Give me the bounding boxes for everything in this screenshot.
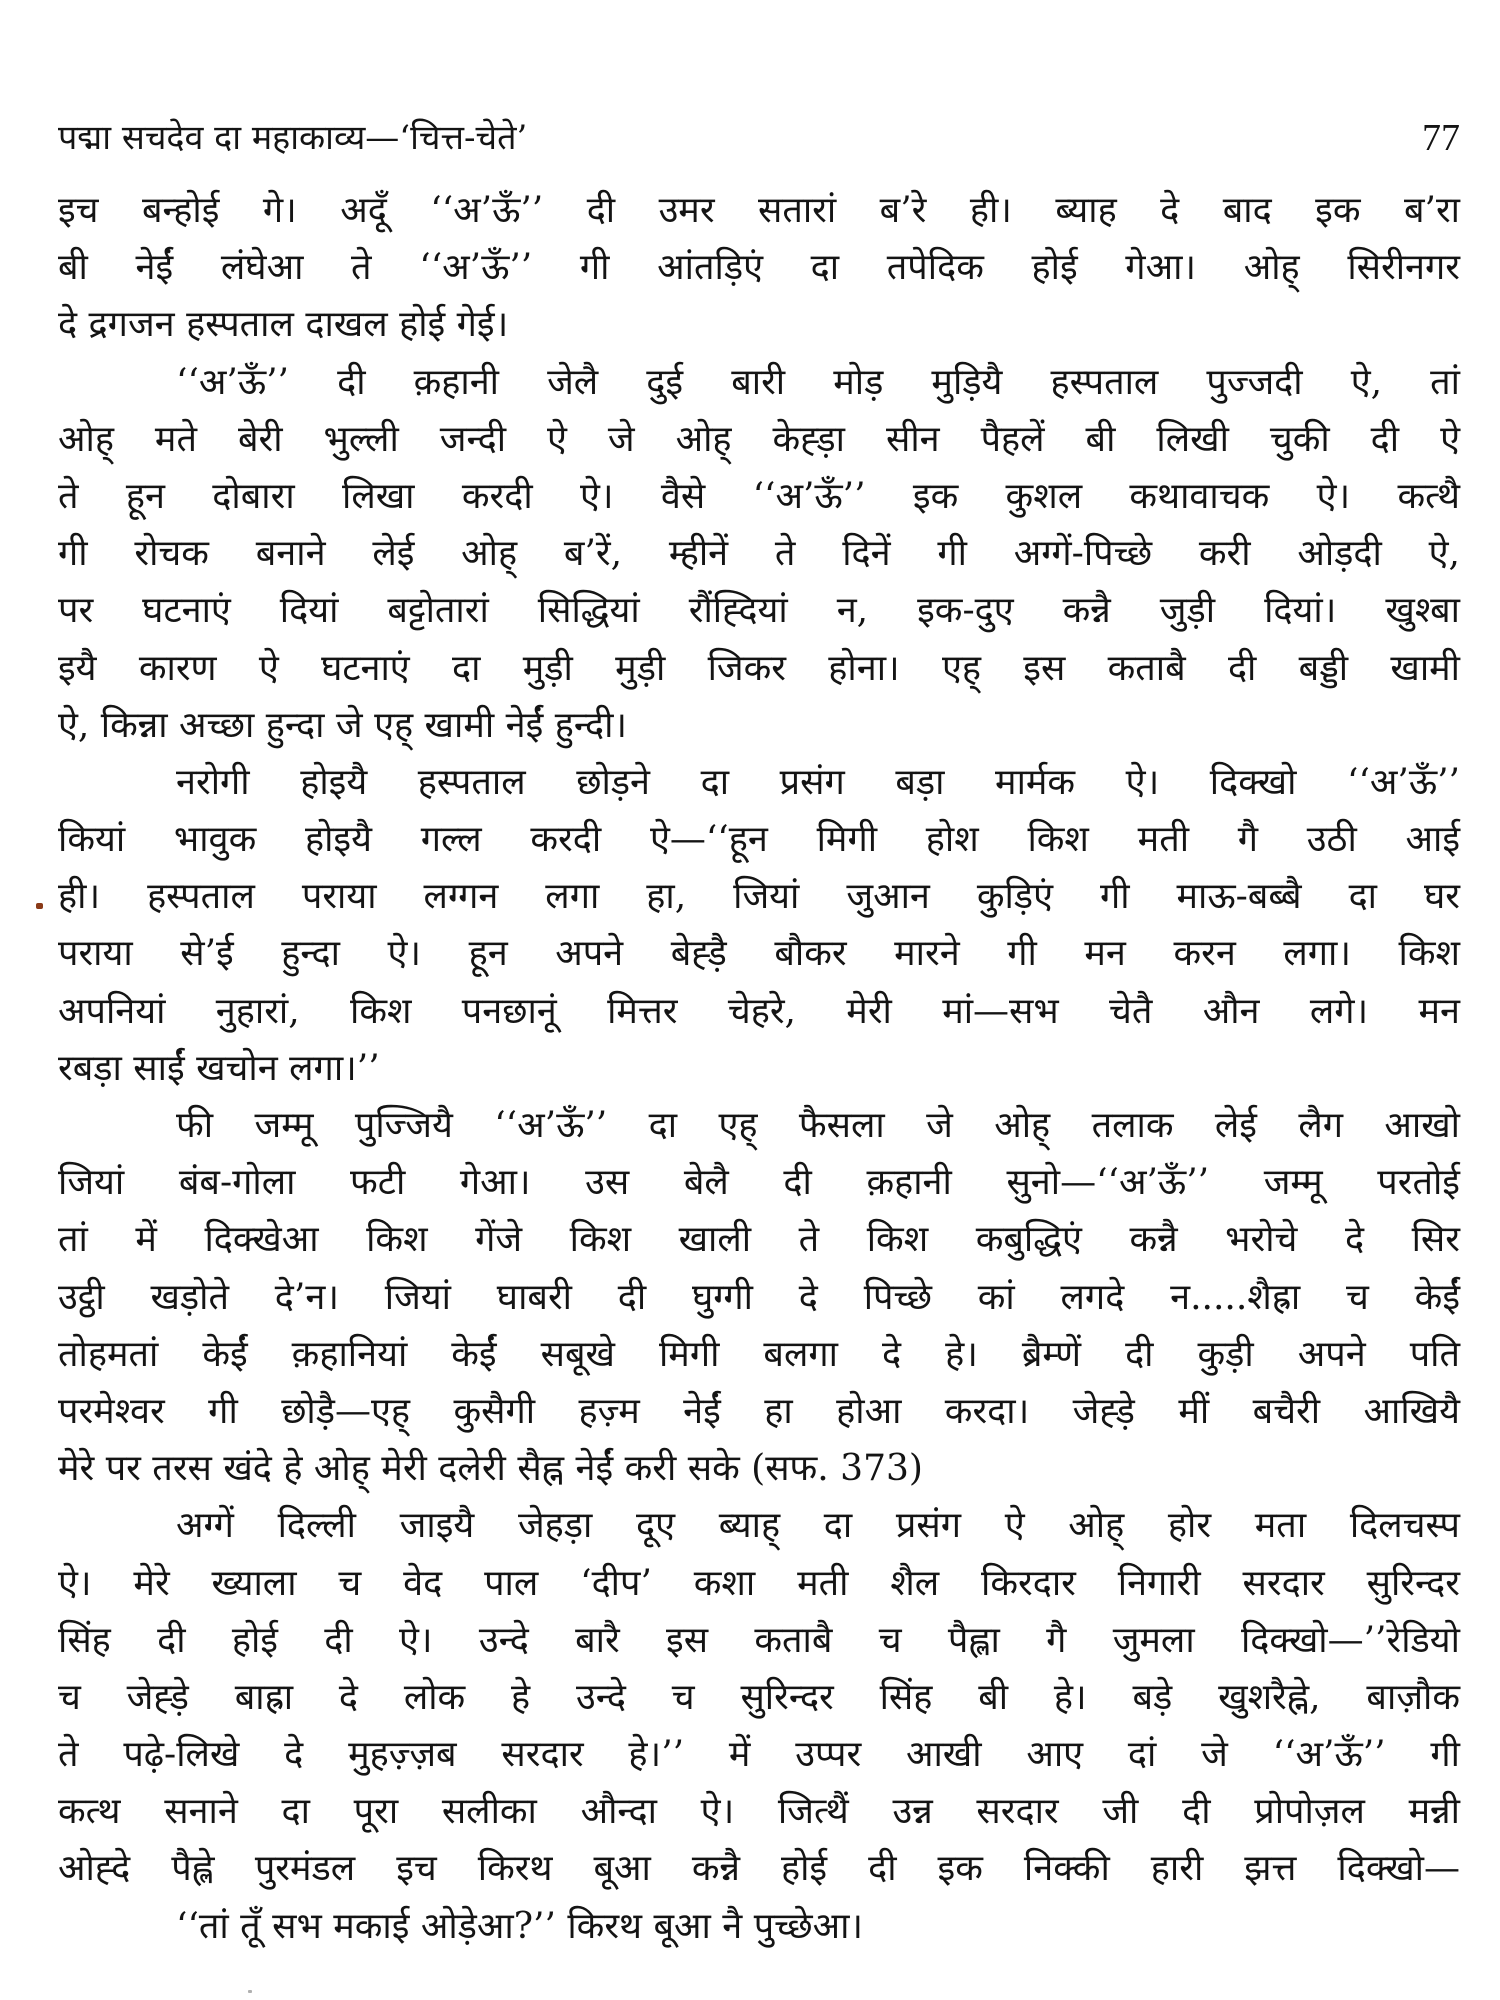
text-line: ‘‘तां तूँ सभ मकाई ओड़ेआ?’’ किरथ बूआ नै पुच्छेआ। xyxy=(176,1905,864,1947)
text-line: पराया से’ई हुन्दा ऐ। हून अपने बेह्ड़ै बौकर मारने गी मन करन लगा। किश xyxy=(58,933,1460,975)
text-line: अपनियां नुहारां, किश पनछानूं मित्तर चेहरे, मेरी मां—सभ चेतै औन लगे। मन xyxy=(58,990,1460,1032)
text-line: ही। हस्पताल पराया लग्गन लगा हा, जियां जुआन कुड़िएं गी माऊ-बब्बै दा घर xyxy=(58,876,1460,918)
text-line: दे द्रगजन हस्पताल दाखल होई गेई। xyxy=(58,304,509,346)
text-line: उट्ठी खड़ोते दे’न। जियां घाबरी दी घुग्गी दे पिच्छे कां लगदे न.....शैह्रा च केईं xyxy=(58,1276,1460,1318)
text-line: तां में दिक्खेआ किश गेंजे किश खाली ते किश कबुद्धिएं कन्नै भरोचे दे सिर xyxy=(58,1219,1460,1261)
text-line: ऐ। मेरे ख्याला च वेद पाल ‘दीप’ कशा मती शैल किरदार निगारी सरदार सुरिन्दर xyxy=(58,1562,1460,1604)
text-line: रबड़ा साईं खचोन लगा।’’ xyxy=(58,1047,380,1089)
text-line: ऐ, किन्ना अच्छा हुन्दा जे एह् खामी नेईं हुन्दी। xyxy=(58,704,628,746)
scan-speck xyxy=(248,1990,252,1993)
text-line: ओह्दे पैह्ले पुरमंडल इच किरथ बूआ कन्नै होई दी इक निक्की हारी झत्त दिक्खो— xyxy=(58,1848,1460,1890)
page-header xyxy=(58,108,1460,168)
text-line: मेरे पर तरस खंदे हे ओह् मेरी दलेरी सैह्न नेईं करी सके (सफ. 373) xyxy=(58,1448,923,1490)
text-line: नरोगी होइयै हस्पताल छोड़ने दा प्रसंग बड़ा मार्मक ऐ। दिक्खो ‘‘अ’ऊँ’’ xyxy=(176,761,1460,803)
text-line: सिंह दी होई दी ऐ। उन्दे बारै इस कताबै च पैह्ला गै जुमला दिक्खो—’’रेडियो xyxy=(58,1619,1460,1661)
text-line: ‘‘अ’ऊँ’’ दी क़हानी जेलै दुई बारी मोड़ मुड़ियै हस्पताल पुज्जदी ऐ, तां xyxy=(176,361,1460,403)
text-line: बी नेईं लंघेआ ते ‘‘अ’ऊँ’’ गी आंतड़िएं दा तपेदिक होई गेआ। ओह् सिरीनगर xyxy=(58,247,1460,289)
text-line: तोहमतां केईं क़हानियां केईं सबूखे मिगी बलगा दे हे। ब्रैम्णें दी कुड़ी अपने पति xyxy=(58,1333,1460,1375)
text-line: ते पढ़े-लिखे दे मुहज़्ज़ब सरदार हे।’’ में उप्पर आखी आए दां जे ‘‘अ’ऊँ’’ गी xyxy=(58,1734,1460,1776)
text-line: ते हून दोबारा लिखा करदी ऐ। वैसे ‘‘अ’ऊँ’’ इक कुशल कथावाचक ऐ। कत्थै xyxy=(58,475,1460,517)
text-line: ओह् मते बेरी भुल्ली जन्दी ऐ जे ओह् केह्ड़ा सीन पैहलें बी लिखी चुकी दी ऐ xyxy=(58,418,1460,460)
body-text xyxy=(58,182,1460,1955)
page-number: 77 xyxy=(1422,117,1460,159)
text-line: गी रोचक बनाने लेई ओह् ब’रें, म्हीनें ते दिनें गी अग्गें-पिच्छे करी ओड़दी ऐ, xyxy=(58,533,1460,575)
book-page xyxy=(58,0,1460,2000)
text-line: च जेह्ड़े बाह्रा दे लोक हे उन्दे च सुरिन्दर सिंह बी हे। बड़े खुशरैह्ने, बाज़ौक xyxy=(58,1676,1460,1718)
text-line: कियां भावुक होइयै गल्ल करदी ऐ—‘‘हून मिगी होश किश मती गै उठी आई xyxy=(58,819,1460,861)
text-line: इच बन्होई गे। अदूँ ‘‘अ’ऊँ’’ दी उमर सतारां ब’रे ही। ब्याह दे बाद इक ब’रा xyxy=(58,190,1460,231)
text-line: इयै कारण ऐ घटनाएं दा मुड़ी मुड़ी जिकर होना। एह् इस कताबै दी बड्डी खामी xyxy=(58,647,1460,689)
text-line: पर घटनाएं दियां बट्टोतारां सिद्धियां रौंह्दियां न, इक-दुए कन्नै जुड़ी दियां। खुश्बा xyxy=(58,590,1460,632)
margin-ink-mark xyxy=(36,903,43,909)
text-line: जियां बंब-गोला फटी गेआ। उस बेलै दी क़हानी सुनो—‘‘अ’ऊँ’’ जम्मू परतोई xyxy=(58,1162,1460,1204)
text-line: अग्गें दिल्ली जाइयै जेहड़ा दूए ब्याह् दा प्रसंग ऐ ओह् होर मता दिलचस्प xyxy=(176,1505,1460,1547)
running-title: पद्मा सचदेव दा महाकाव्य—‘चित्त-चेते’ xyxy=(58,118,528,158)
text-line: कत्थ सनाने दा पूरा सलीका औन्दा ऐ। जित्थैं उन्न सरदार जी दी प्रोपोज़ल मन्नी xyxy=(58,1791,1460,1833)
text-line: फी जम्मू पुज्जियै ‘‘अ’ऊँ’’ दा एह् फैसला जे ओह् तलाक लेई लैग आखो xyxy=(176,1105,1460,1146)
text-line: परमेश्वर गी छोड़ै—एह् कुसैगी हज़्म नेईं हा होआ करदा। जेह्ड़े मीं बचैरी आखियै xyxy=(58,1390,1460,1432)
